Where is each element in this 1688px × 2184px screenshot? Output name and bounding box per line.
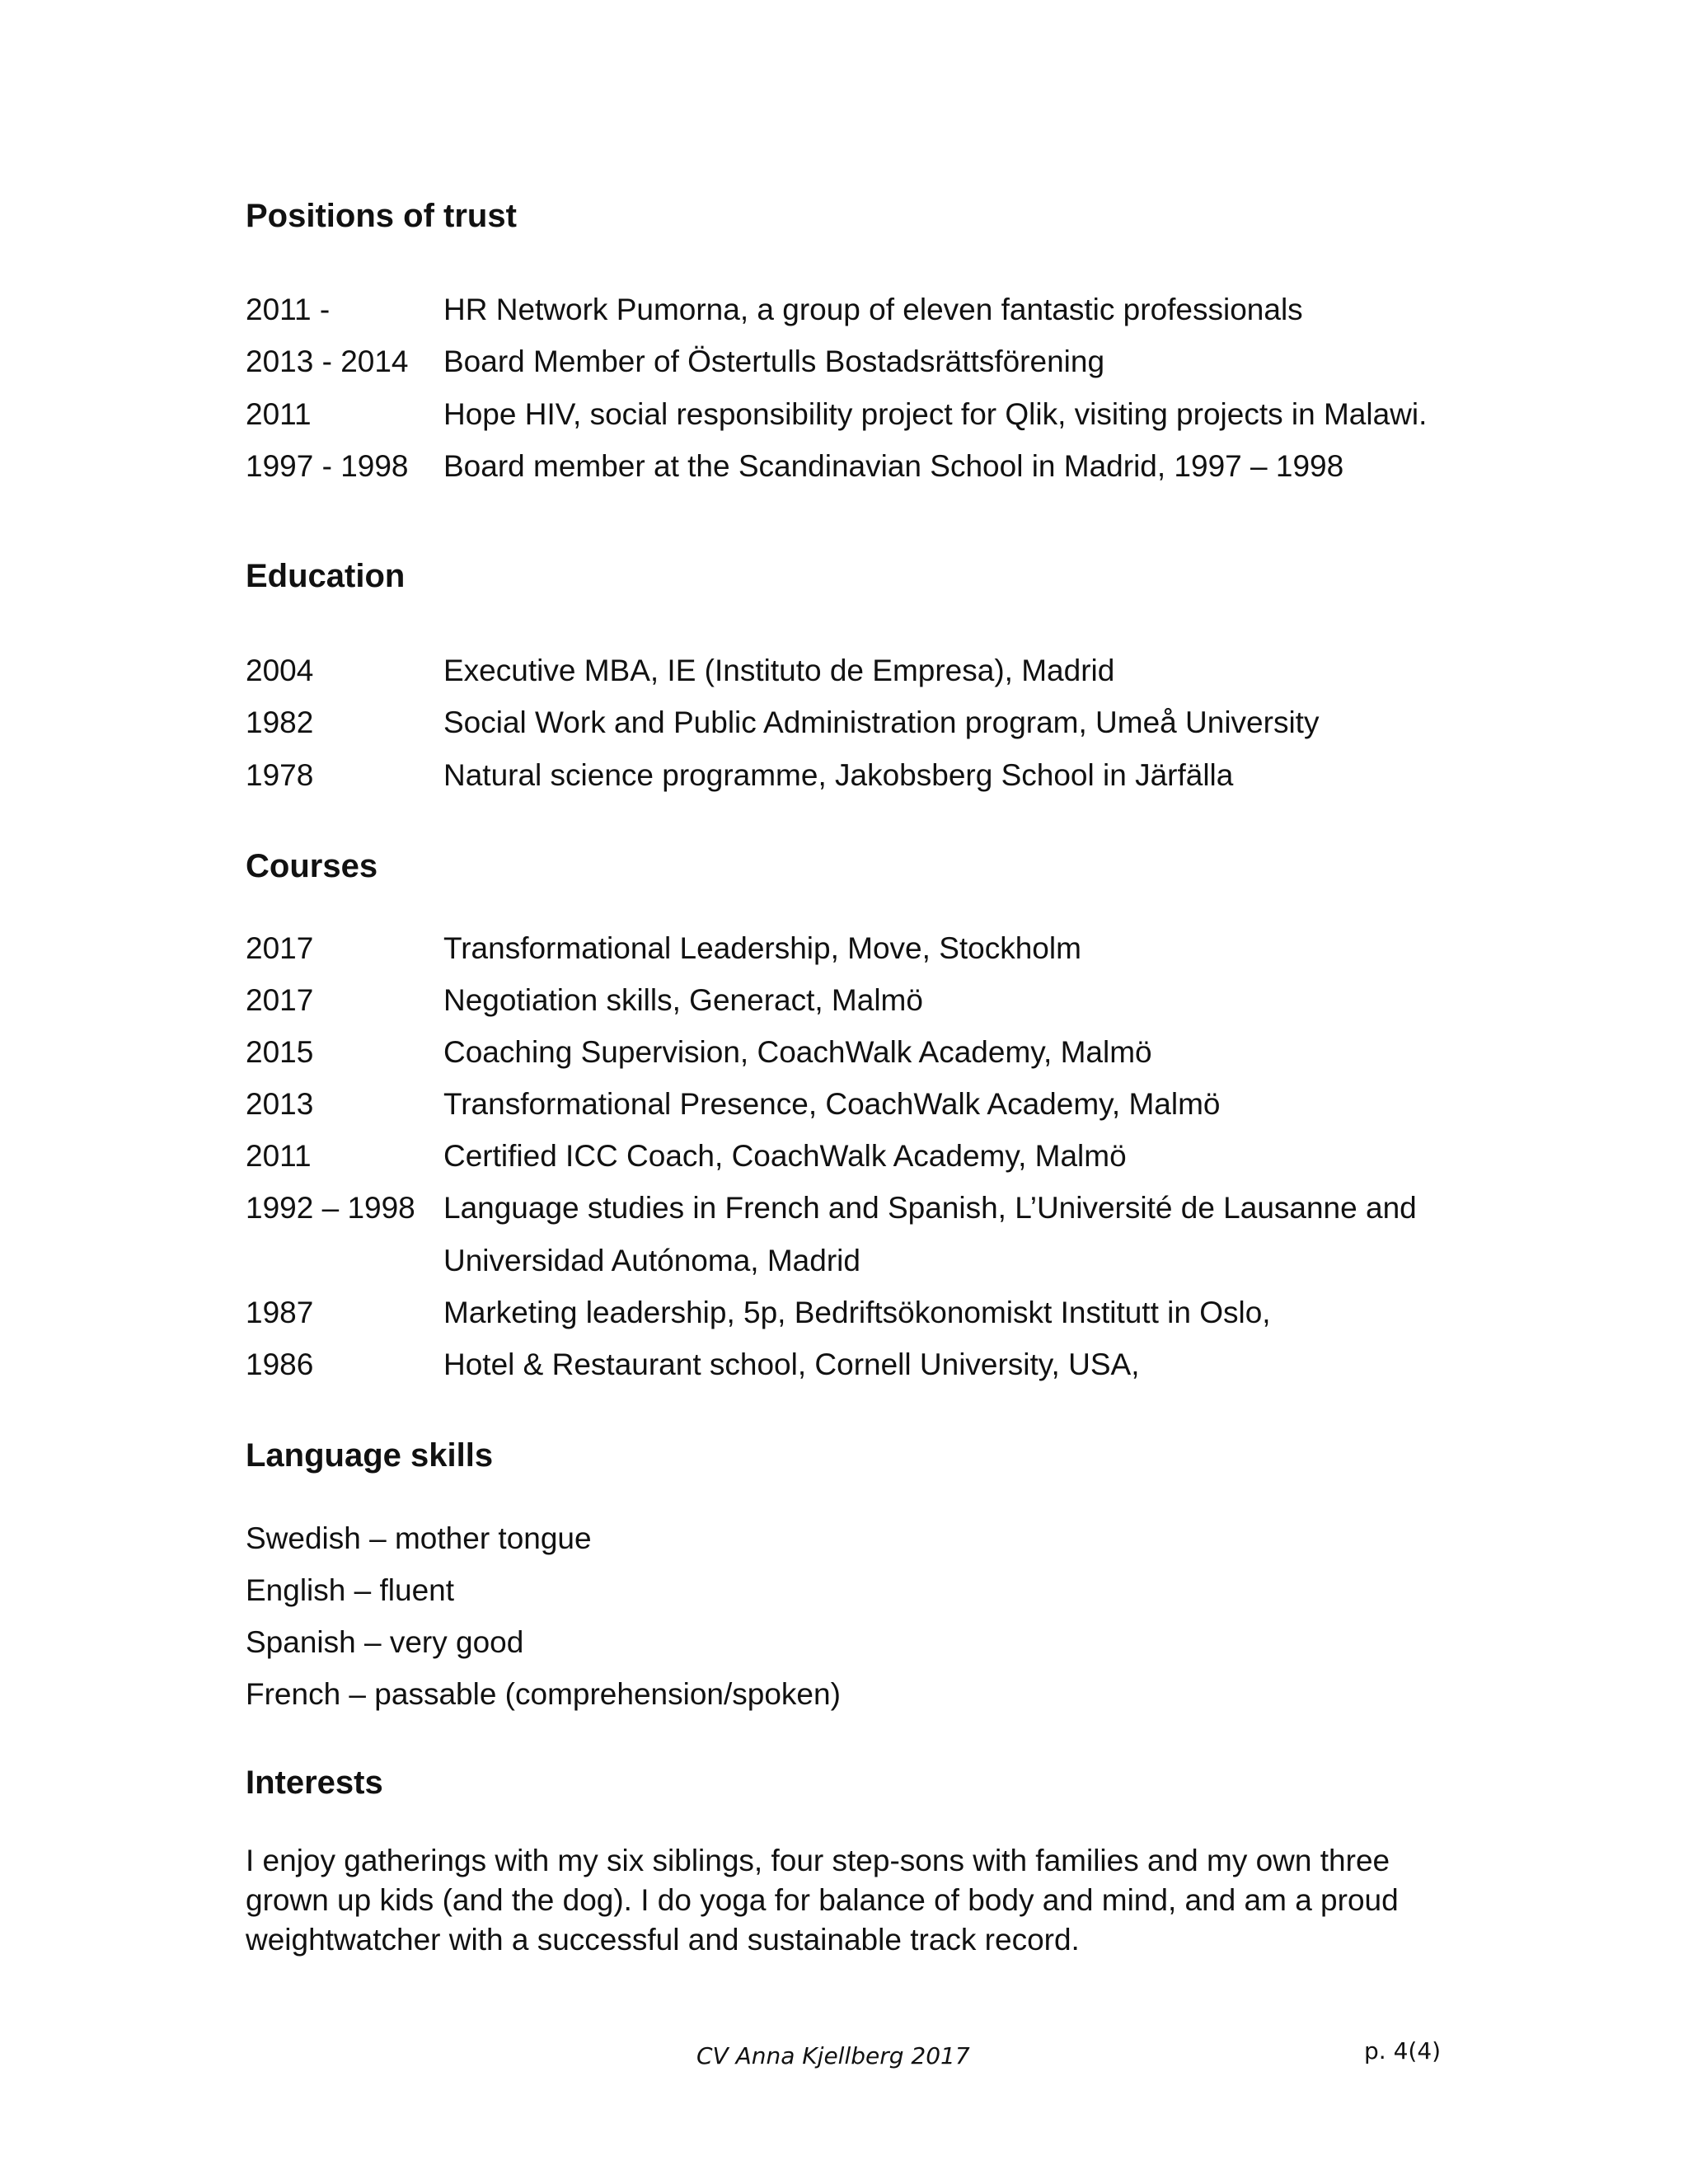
trust-text: Hope HIV, social responsibility project for Qlik, visiting projects in Malawi. bbox=[443, 397, 1428, 431]
course-year: 2011 bbox=[246, 1139, 312, 1173]
language-item: Spanish – very good bbox=[246, 1625, 524, 1659]
course-text: Language studies in French and Spanish, L’Université de Lausanne and bbox=[443, 1191, 1417, 1225]
positions-of-trust-heading: Positions of trust bbox=[246, 198, 517, 234]
trust-text: Board Member of Östertulls Bostadsrättsförening bbox=[443, 344, 1105, 378]
trust-year: 2013 - 2014 bbox=[246, 344, 409, 378]
education-year: 2004 bbox=[246, 654, 314, 687]
language-item: Swedish – mother tongue bbox=[246, 1521, 592, 1555]
course-year: 1992 – 1998 bbox=[246, 1191, 415, 1225]
education-text: Executive MBA, IE (Instituto de Empresa), Madrid bbox=[443, 654, 1115, 687]
course-text: Certified ICC Coach, CoachWalk Academy, Malmö bbox=[443, 1139, 1127, 1173]
footer-cv-name: CV Anna Kjellberg 2017 bbox=[696, 2042, 970, 2069]
course-text: Transformational Leadership, Move, Stockholm bbox=[443, 931, 1081, 965]
footer-page-number: p. 4(4) bbox=[1364, 2037, 1442, 2064]
course-year: 2017 bbox=[246, 931, 314, 965]
course-text: Marketing leadership, 5p, Bedriftsökonomiskt Institutt in Oslo, bbox=[443, 1296, 1271, 1329]
course-text: Transformational Presence, CoachWalk Academy, Malmö bbox=[443, 1087, 1221, 1121]
course-year: 2015 bbox=[246, 1035, 314, 1069]
interests-paragraph: I enjoy gatherings with my six siblings, four step-sons with families and my own three grown up kids (and the dog). I do yoga for balance of body and mind, and am a proud weightwatcher with a successful and sustainable track record. bbox=[246, 1844, 1399, 1957]
trust-year: 2011 bbox=[246, 397, 312, 431]
education-text: Social Work and Public Administration program, Umeå University bbox=[443, 705, 1320, 739]
education-heading: Education bbox=[246, 558, 406, 594]
education-text: Natural science programme, Jakobsberg School in Järfälla bbox=[443, 758, 1234, 792]
course-text: Hotel & Restaurant school, Cornell University, USA, bbox=[443, 1347, 1140, 1381]
interests-heading: Interests bbox=[246, 1765, 383, 1801]
trust-year: 2011 - bbox=[246, 293, 331, 326]
language-item: English – fluent bbox=[246, 1573, 455, 1607]
education-year: 1982 bbox=[246, 705, 314, 739]
course-text: Coaching Supervision, CoachWalk Academy, Malmö bbox=[443, 1035, 1152, 1069]
trust-year: 1997 - 1998 bbox=[246, 449, 409, 483]
course-year: 2017 bbox=[246, 983, 314, 1017]
trust-text: HR Network Pumorna, a group of eleven fantastic professionals bbox=[443, 293, 1303, 326]
course-text: Negotiation skills, Generact, Malmö bbox=[443, 983, 923, 1017]
education-year: 1978 bbox=[246, 758, 314, 792]
course-year: 2013 bbox=[246, 1087, 314, 1121]
course-year: 1986 bbox=[246, 1347, 314, 1381]
language-item: French – passable (comprehension/spoken) bbox=[246, 1677, 841, 1711]
course-text: Universidad Autónoma, Madrid bbox=[443, 1244, 860, 1277]
trust-text: Board member at the Scandinavian School in Madrid, 1997 – 1998 bbox=[443, 449, 1344, 483]
courses-heading: Courses bbox=[246, 848, 378, 884]
course-year: 1987 bbox=[246, 1296, 314, 1329]
language-skills-heading: Language skills bbox=[246, 1437, 494, 1474]
